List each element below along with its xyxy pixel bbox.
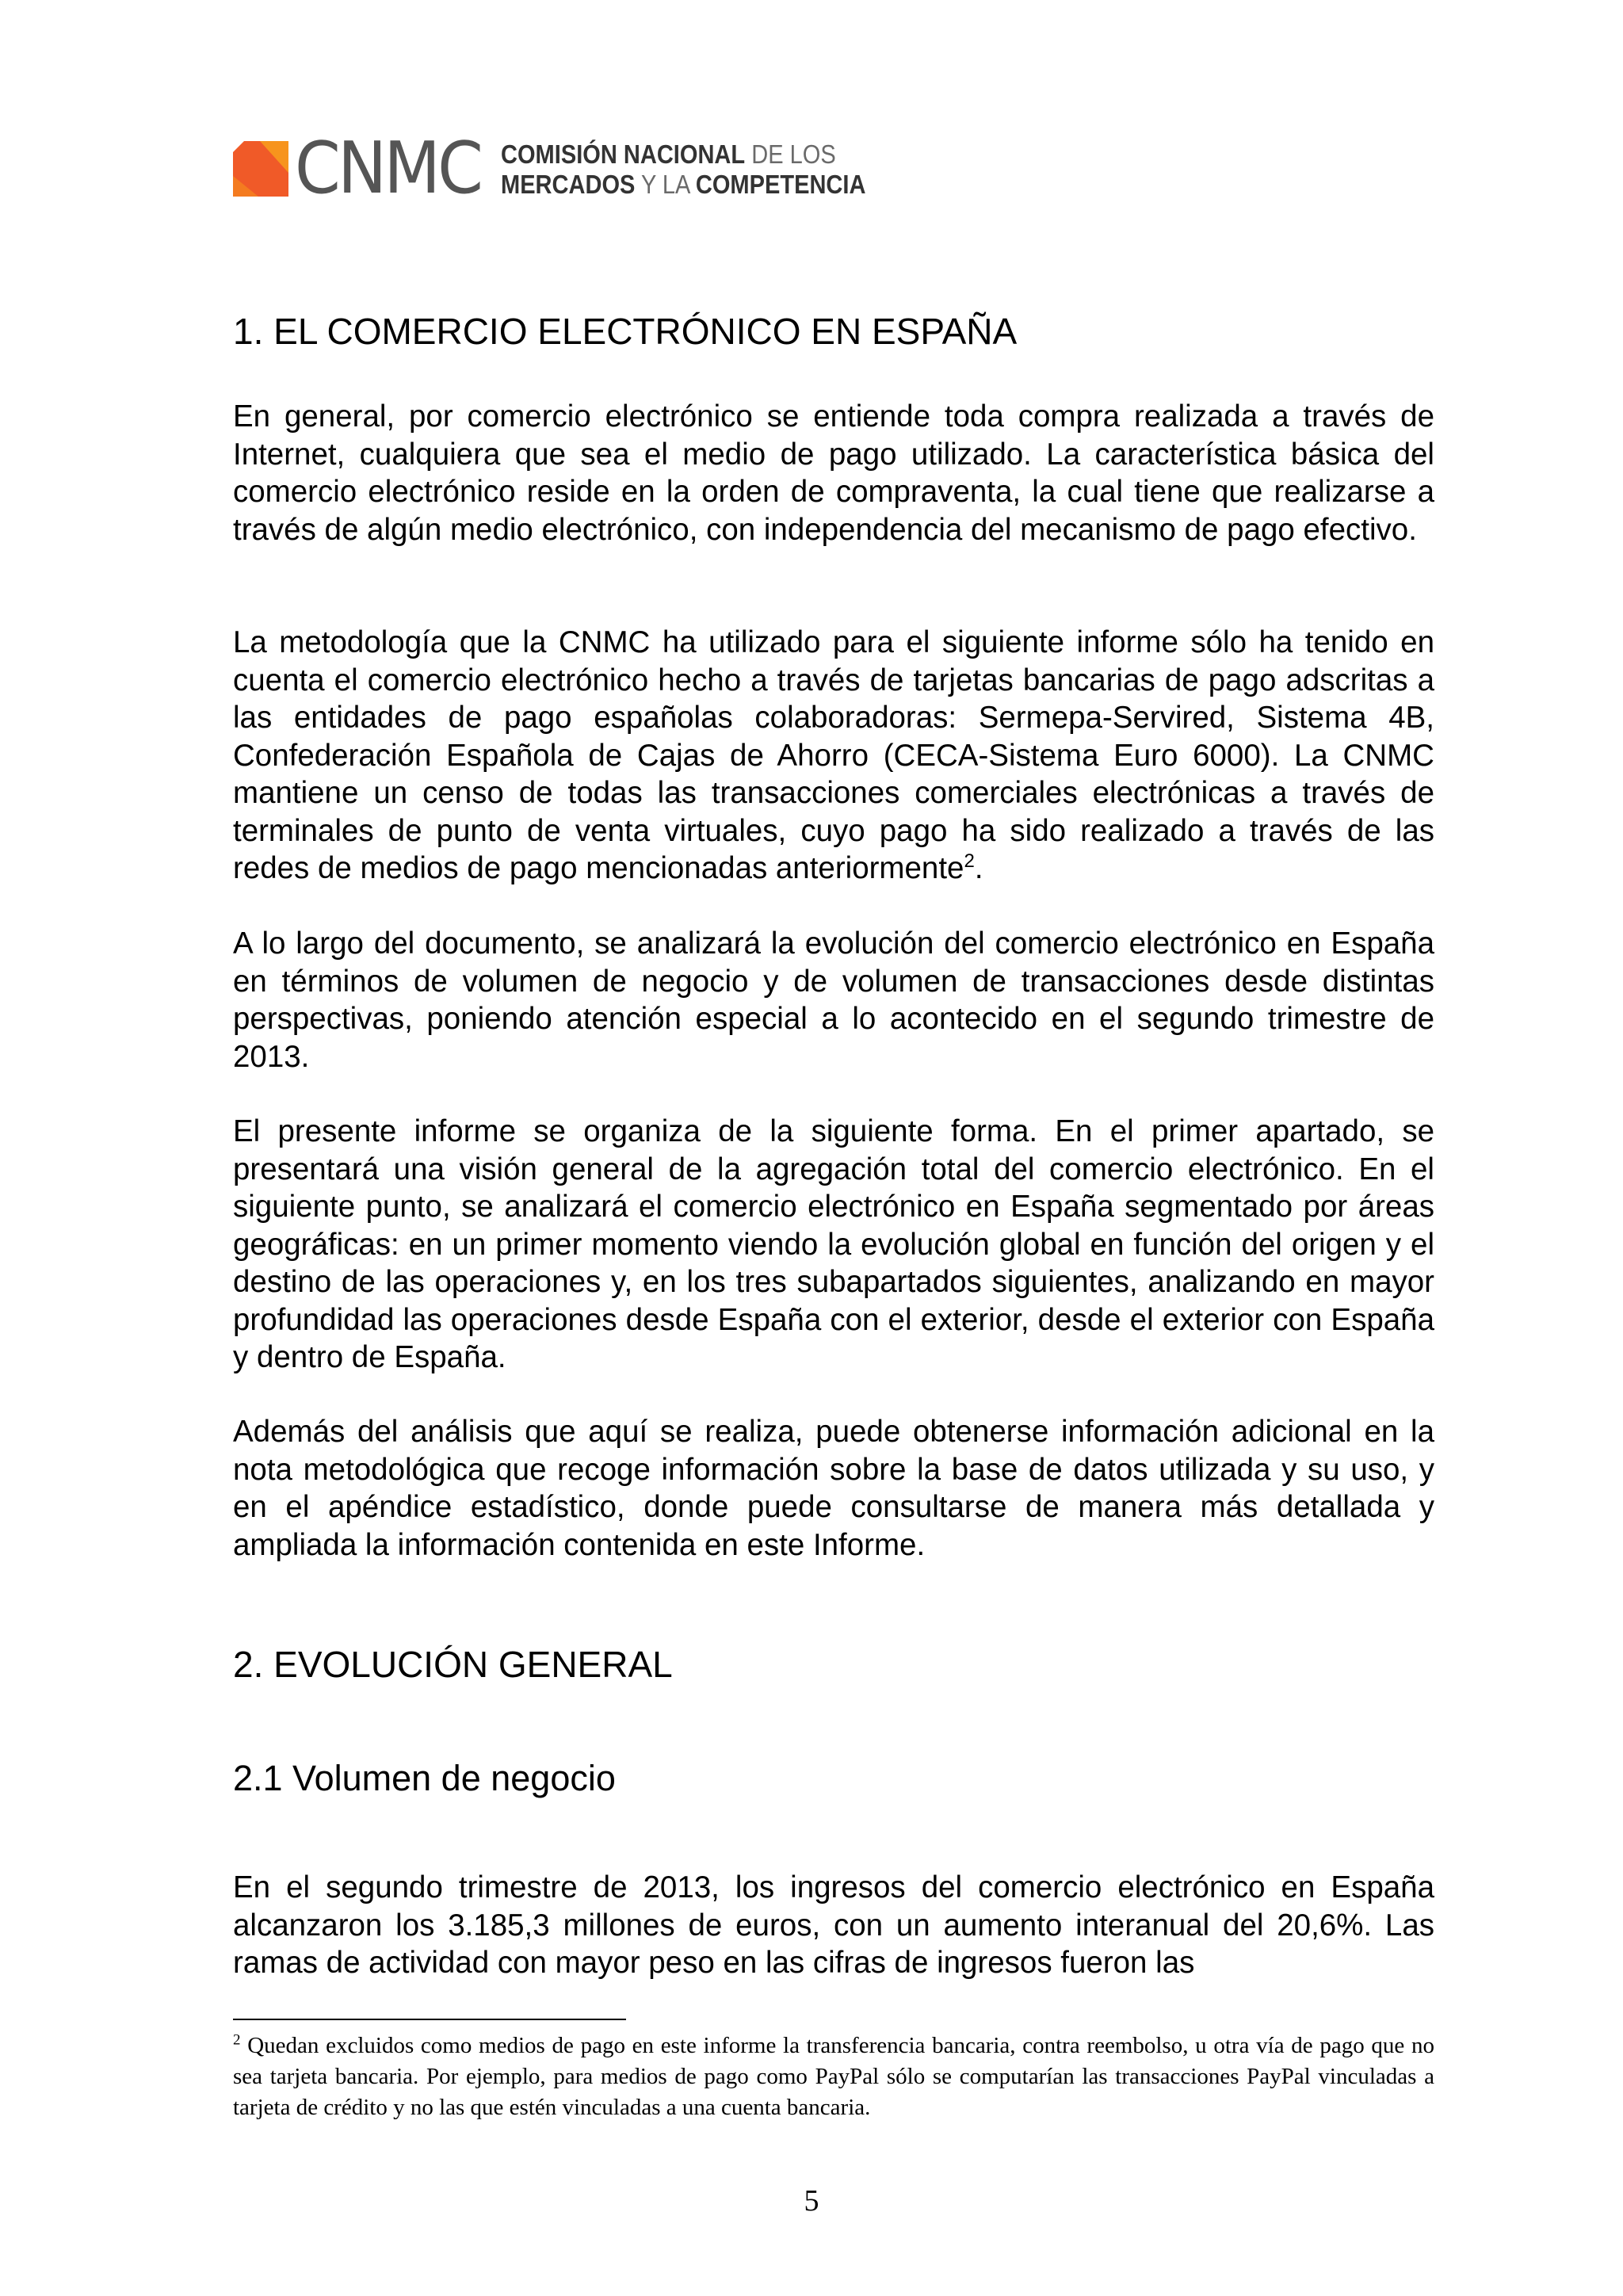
footnote-reference: 2	[964, 850, 975, 873]
logo-acronym: CNMC	[295, 127, 481, 210]
page-number: 5	[804, 2184, 819, 2218]
footnote-2: $^2$ Quedan excluidos como medios de pago en este informe la transferencia bancaria, contra reembolso, u otra vía de pago que no sea tarjeta bancaria. Por ejemplo, para medios de pago como PayPal sólo se computarían las transacciones PayPal vinculadas a tarjeta de crédito y no las que estén vinculadas a una cuenta bancaria.	[233, 2031, 1434, 2120]
cnmc-logo	[233, 127, 867, 210]
logo-full-name: COMISIÓN NACIONAL DE LOS MERCADOS Y LA COMPETENCIA	[501, 139, 866, 199]
section-2-title: 2. EVOLUCIÓN GENERAL	[233, 1644, 673, 1685]
paragraph-6: En el segundo trimestre de 2013, los ingresos del comercio electrónico en España alcanzaron los 3.185,3 millones de euros, con un aumento interanual del 20,6%. Las ramas de actividad con mayor peso en las cifras de ingresos fueron las	[233, 1870, 1434, 1980]
cnmc-logo-mark-icon	[233, 141, 288, 197]
footnote-separator	[233, 2019, 626, 2020]
paragraph-3: A lo largo del documento, se analizará la evolución del comercio electrónico en España en términos de volumen de negocio y de volumen de transacciones desde distintas perspectivas, poniendo atención especial a lo acontecido en el segundo trimestre de 2013.	[233, 926, 1434, 1074]
paragraph-2: La metodología que la CNMC ha utilizado para el siguiente informe sólo ha tenido en cuenta el comercio electrónico hecho a través de tarjetas bancarias de pago adscritas a las entidades de pago españolas colaboradoras: Sermepa-Servired, Sistema 4B, Confederación Española de Cajas de Ahorro (CECA-Sistema Euro 6000). La CNMC mantiene un censo de todas las transacciones comerciales electrónicas a través de terminales de punto de venta virtuales, cuyo pago ha sido realizado a través de las redes de medios de pago mencionadas anteriormente$^2$.	[233, 625, 1434, 885]
paragraph-5: Además del análisis que aquí se realiza, puede obtenerse información adicional en la nota metodológica que recoge información sobre la base de datos utilizada y su uso, y en el apéndice estadístico, donde puede consultarse de manera más detallada y ampliada la información contenida en este Informe.	[233, 1415, 1434, 1562]
paragraph-1: En general, por comercio electrónico se entiende toda compra realizada a través de Internet, cualquiera que sea el medio de pago utilizado. La característica básica del comercio electrónico reside en la orden de compraventa, la cual tiene que realizarse a través de algún medio electrónico, con independencia del mecanismo de pago efectivo.	[233, 399, 1434, 547]
section-1-title: 1. EL COMERCIO ELECTRÓNICO EN ESPAÑA	[233, 311, 1018, 352]
subsection-2-1-title: 2.1 Volumen de negocio	[233, 1758, 616, 1798]
paragraph-4: El presente informe se organiza de la siguiente forma. En el primer apartado, se presentará una visión general de la agregación total del comercio electrónico. En el siguiente punto, se analizará el comercio electrónico en España segmentado por áreas geográficas: en un primer momento viendo la evolución global en función del origen y el destino de las operaciones y, en los tres subapartados siguientes, analizando en mayor profundidad las operaciones desde España con el exterior, desde el exterior con España y dentro de España.	[233, 1114, 1434, 1374]
